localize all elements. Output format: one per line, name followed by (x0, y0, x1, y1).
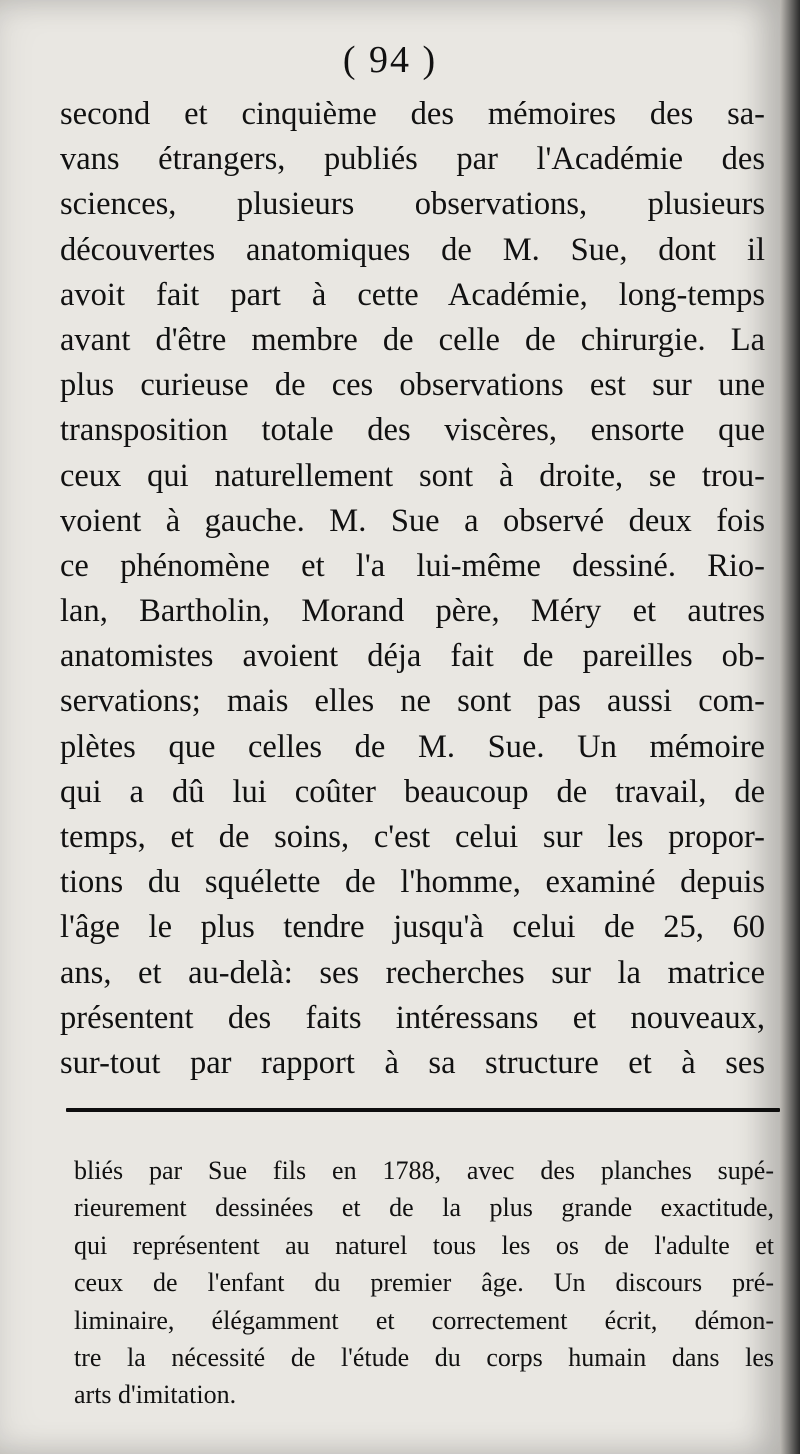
text-line: ceux qui naturellement sont à droite, se trou- (60, 457, 765, 494)
footnote-block (74, 1152, 774, 1414)
text-line: qui a dû lui coûter beaucoup de travail, de (60, 773, 765, 810)
text-line: avoit fait part à cette Académie, long-temps (60, 276, 765, 313)
text-line: lan, Bartholin, Morand père, Méry et autres (60, 593, 765, 630)
text-line: anatomistes avoient déja fait de pareilles ob- (60, 638, 765, 675)
text-line: second et cinquième des mémoires des sa- (60, 96, 765, 132)
text-line: voient à gauche. M. Sue a observé deux fois (60, 502, 765, 539)
text-line: transposition totale des viscères, ensorte que (60, 412, 765, 449)
text-line: servations; mais elles ne sont pas aussi com- (60, 683, 765, 720)
main-text-block (60, 92, 765, 1086)
text-line: sciences, plusieurs observations, plusieurs (60, 186, 765, 223)
text-line: présentent des faits intéressans et nouveaux, (60, 999, 765, 1036)
text-line: ans, et au-delà: ses recherches sur la matrice (60, 954, 765, 991)
footnote-line: bliés par Sue fils en 1788, avec des planches supé- (74, 1156, 774, 1185)
page-number: ( 94 ) (342, 39, 438, 81)
text-line: temps, et de soins, c'est celui sur les propor- (60, 819, 765, 855)
text-line: plètes que celles de M. Sue. Un mémoire (60, 728, 765, 765)
footnote-line: rieurement dessinées et de la plus grande exactitude, (74, 1193, 774, 1223)
text-line: sur-tout par rapport à sa structure et à ses (60, 1044, 765, 1081)
text-line: plus curieuse de ces observations est sur une (60, 367, 765, 404)
text-line: tions du squélette de l'homme, examiné depuis (60, 864, 765, 901)
text-line: ce phénomène et l'a lui-même dessiné. Rio- (60, 547, 765, 584)
text-line: l'âge le plus tendre jusqu'à celui de 25, 60 (60, 909, 765, 946)
footnote-line: liminaire, élégamment et correctement écrit, démon- (74, 1305, 774, 1335)
text-line: avant d'être membre de celle de chirurgie. La (60, 321, 765, 358)
footnote-line: tre la nécessité de l'étude du corps humain dans les (74, 1342, 774, 1372)
text-line: vans étrangers, publiés par l'Académie des (60, 141, 765, 178)
footnote-line: ceux de l'enfant du premier âge. Un discours pré- (74, 1268, 774, 1298)
text-line: découvertes anatomiques de M. Sue, dont il (60, 231, 765, 268)
footnote-divider (66, 1108, 780, 1112)
page-edge-shadow (780, 0, 800, 1454)
footnote-line: arts d'imitation. (74, 1380, 237, 1410)
footnote-line: qui représentent au naturel tous les os de l'adulte et (74, 1230, 774, 1260)
